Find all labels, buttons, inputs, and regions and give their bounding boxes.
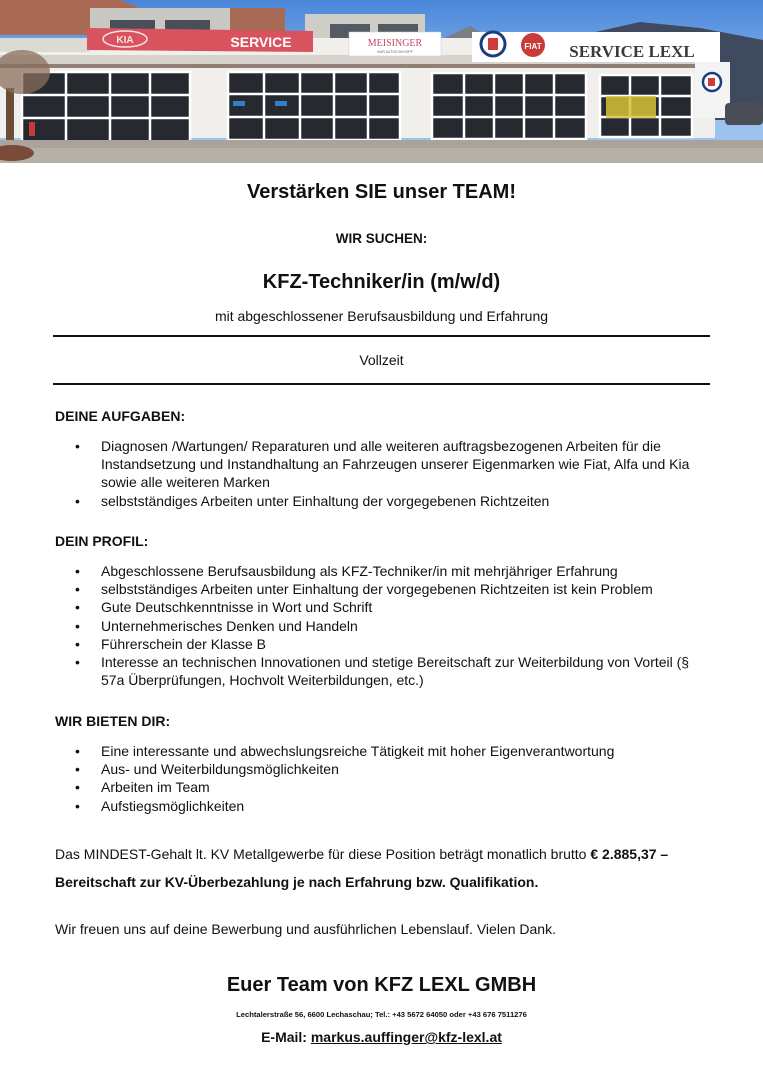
offer-list: [55, 742, 715, 815]
salary-text: Das MINDEST-Gehalt lt. KV Metallgewerbe für diese Position beträgt monatlich brutto: [55, 846, 587, 862]
overpay-note: Bereitschaft zur KV-Überbezahlung je nach Erfahrung bzw. Qualifikation.: [55, 874, 539, 890]
list-item: • Arbeiten im Team: [55, 778, 715, 796]
divider-bottom: [53, 383, 710, 385]
closing-text: Wir freuen uns auf deine Bewerbung und ausführlichen Lebenslauf. Vielen Dank.: [55, 921, 556, 937]
list-item: • Abgeschlossene Berufsausbildung als KFZ-Techniker/in mit mehrjähriger Erfahrung: [55, 562, 715, 580]
section-offer: [55, 713, 715, 815]
tree-trunk: [6, 88, 14, 144]
divider-top: [53, 335, 710, 337]
list-item: • selbstständiges Arbeiten unter Einhaltung der vorgegebenen Richtzeiten: [55, 492, 715, 510]
list-item: • Eine interessante und abwechslungsreiche Tätigkeit mit hoher Eigenverantwortung: [55, 742, 715, 760]
section-title: WIR BIETEN DIR:: [55, 713, 171, 729]
email-label: E-Mail:: [261, 1029, 307, 1045]
list-item: • Interesse an technischen Innovationen und stetige Bereitschaft zur Weiterbildung von Vorteil (§ 57a Überprüfungen, Hochvolt Weiterbildungen, etc.): [55, 653, 715, 689]
section-tasks: [55, 408, 715, 510]
address-line: Lechtalerstraße 56, 6600 Lechaschau; Tel.: +43 5672 64050 oder +43 676 7511276: [236, 1010, 527, 1019]
headline: Verstärken SIE unser TEAM!: [247, 181, 516, 203]
team-signature: Euer Team von KFZ LEXL GMBH: [226, 974, 537, 996]
building-illustration: [0, 0, 763, 163]
section-profile: [55, 533, 715, 689]
search-label: WIR SUCHEN:: [335, 231, 428, 246]
svg-text:MEISINGER: MEISINGER: [367, 38, 423, 49]
job-title: KFZ-Techniker/in (m/w/d): [262, 271, 501, 293]
service-lexl-text: SERVICE LEXL: [569, 42, 695, 61]
salary-amount: € 2.885,37 –: [590, 846, 669, 862]
list-item: • Führerschein der Klasse B: [55, 635, 715, 653]
list-item: • Unternehmerisches Denken und Handeln: [55, 617, 715, 635]
employment-type: Vollzeit: [359, 352, 404, 368]
job-subtitle: mit abgeschlossener Berufsausbildung und Erfahrung: [214, 308, 549, 324]
salary-line: [55, 846, 725, 862]
svg-text:FIAT: FIAT: [524, 42, 542, 51]
svg-text:KIA: KIA: [116, 35, 134, 46]
svg-text:NUR AUTOS IM KOPF: NUR AUTOS IM KOPF: [377, 50, 413, 54]
list-item: • Gute Deutschkenntnisse in Wort und Schrift: [55, 598, 715, 616]
email-link[interactable]: markus.auffinger@kfz-lexl.at: [310, 1029, 502, 1045]
list-item: • Aufstiegsmöglichkeiten: [55, 797, 715, 815]
list-item: • Diagnosen /Wartungen/ Reparaturen und alle weiteren auftragsbezogenen Arbeiten für die Instandsetzung und Instandhaltung an Fahrzeugen unserer Eigenmarken wie Fiat, Alfa und Kia sowie alle weiteren Marken: [55, 437, 715, 492]
profile-list: [55, 562, 715, 689]
email-line: [0, 1029, 763, 1045]
list-item: • Aus- und Weiterbildungsmöglichkeiten: [55, 760, 715, 778]
parked-car: [725, 103, 763, 125]
section-title: DEINE AUFGABEN:: [55, 408, 186, 424]
kia-service-text: SERVICE: [230, 34, 292, 50]
dealership-photo: [0, 0, 763, 163]
section-title: DEIN PROFIL:: [55, 533, 149, 549]
list-item: • selbstständiges Arbeiten unter Einhaltung der vorgegebenen Richtzeiten ist kein Problem: [55, 580, 715, 598]
yellow-vehicle: [606, 96, 656, 118]
task-list: [55, 437, 715, 510]
